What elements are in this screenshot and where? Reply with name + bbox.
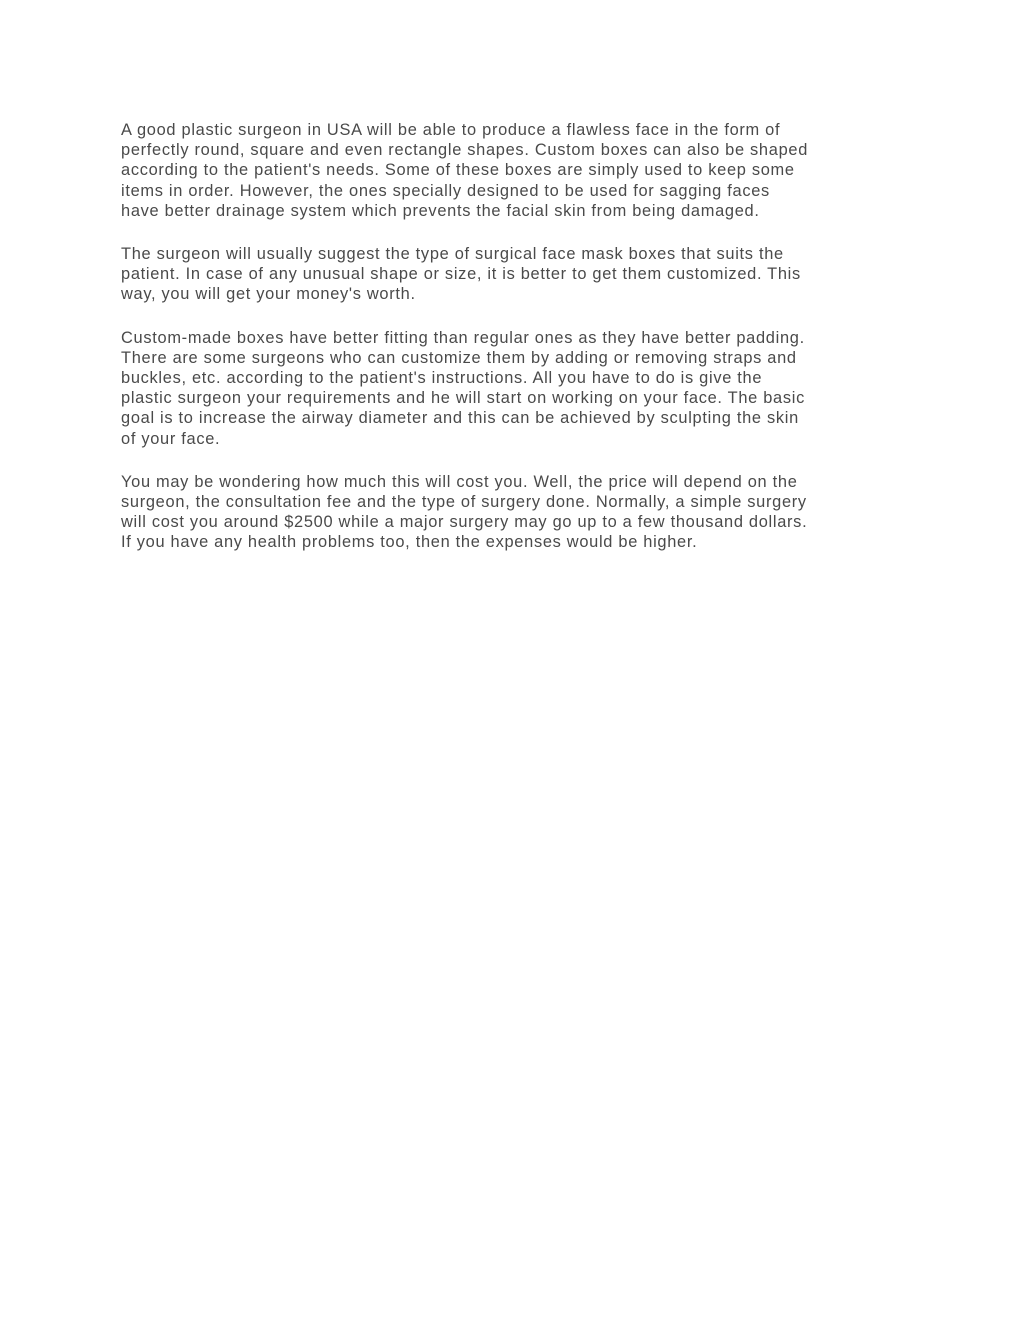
paragraph-line: perfectly round, square and even rectangle shapes. Custom boxes can also be shaped <box>121 141 809 160</box>
paragraph-line: have better drainage system which prevents the facial skin from being damaged. <box>121 201 760 220</box>
paragraph-line: of your face. <box>121 429 221 448</box>
paragraph-3 <box>121 328 911 449</box>
paragraph-line: A good plastic surgeon in USA will be able to produce a flawless face in the form of <box>121 121 781 139</box>
paragraph-line: If you have any health problems too, then the expenses would be higher. <box>121 533 698 552</box>
paragraph-line: surgeon, the consultation fee and the type of surgery done. Normally, a simple surgery <box>121 493 807 512</box>
paragraph-line: There are some surgeons who can customize them by adding or removing straps and <box>121 348 797 367</box>
paragraph-line: The surgeon will usually suggest the type of surgical face mask boxes that suits the <box>121 245 784 264</box>
paragraph-line: plastic surgeon your requirements and he will start on working on your face. The basic <box>121 389 805 408</box>
paragraph-line: will cost you around $2500 while a major surgery may go up to a few thousand dollars. <box>121 513 808 532</box>
paragraph-line: goal is to increase the airway diameter and this can be achieved by sculpting the skin <box>121 409 799 428</box>
paragraph-line: according to the patient's needs. Some of these boxes are simply used to keep some <box>121 161 795 180</box>
paragraph-line: way, you will get your money's worth. <box>121 285 416 304</box>
paragraph-line: Custom-made boxes have better fitting than regular ones as they have better padding. <box>121 328 805 347</box>
paragraph-2 <box>121 244 911 305</box>
paragraph-line: buckles, etc. according to the patient's instructions. All you have to do is give the <box>121 369 763 388</box>
document-body <box>121 120 911 576</box>
paragraph-1 <box>121 120 911 221</box>
paragraph-4 <box>121 472 911 553</box>
paragraph-line: items in order. However, the ones specially designed to be used for sagging faces <box>121 181 770 200</box>
paragraph-line: You may be wondering how much this will cost you. Well, the price will depend on the <box>121 472 798 491</box>
paragraph-line: patient. In case of any unusual shape or size, it is better to get them customized. This <box>121 265 801 284</box>
